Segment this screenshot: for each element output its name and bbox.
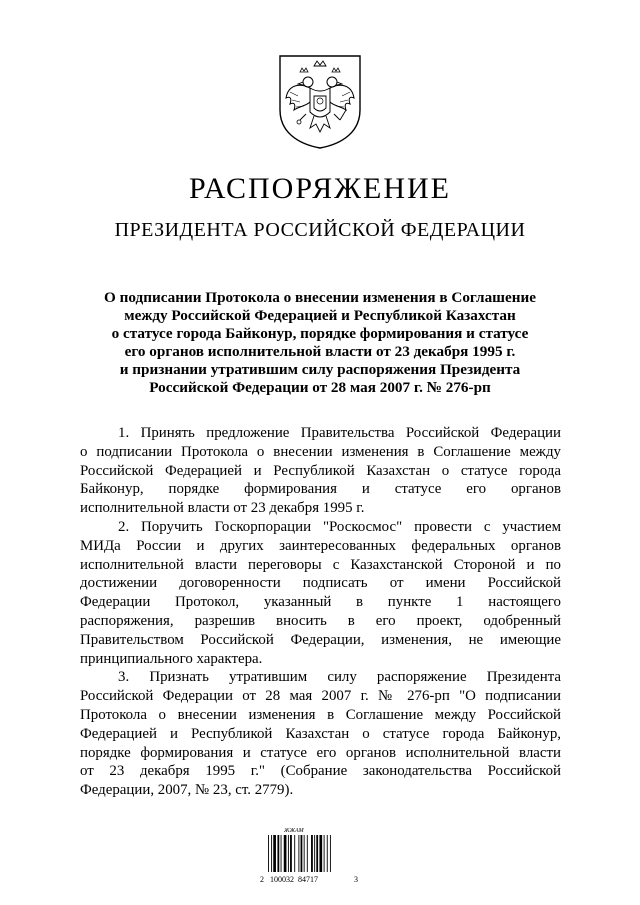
paragraph-3-line: Протокола о внесении изменения в Соглашение между Российской	[80, 706, 561, 723]
paragraph-2-line: МИДа России и других заинтересованных федеральных органов	[80, 537, 561, 554]
paragraph-2-line: достижении договоренности подписать от имени Российской	[80, 575, 561, 592]
paragraph-3-line: Федерации, 2007, № 23, ст. 2779).	[80, 782, 294, 799]
paragraph-1-line: о подписании Протокола о внесении изменения в Соглашение между	[80, 443, 561, 460]
paragraph-3-line: Российской Федерации от 28 мая 2007 г. № 276-рп "О подписании	[80, 688, 561, 705]
paragraph-2-line: принципиального характера.	[80, 650, 263, 667]
subject-line: Российской Федерации от 28 мая 2007 г. № 276-рп	[149, 379, 491, 396]
paragraph-1-line: Байконур, порядке формирования и статусе его органов	[80, 481, 561, 498]
paragraph-2-line: 2. Поручить Госкорпорации "Роскосмос" провести с участием	[118, 518, 561, 535]
subject-line: и признании утратившим силу распоряжения Президента	[119, 361, 521, 378]
paragraph-2-line: Федерации Протокол, указанный в пункте 1 настоящего	[80, 594, 561, 611]
document-title: РАСПОРЯЖЕНИЕ	[188, 172, 452, 205]
paragraph-1-line: исполнительной власти от 23 декабря 1995 г.	[80, 500, 365, 517]
paragraph-2-line: исполнительной власти переговоры с Казахстанской Стороной и по	[80, 556, 561, 573]
state-emblem	[276, 52, 364, 150]
document-subject	[60, 289, 580, 397]
document-barcode	[258, 824, 378, 886]
document-issuer: ПРЕЗИДЕНТА РОССИЙСКОЙ ФЕДЕРАЦИИ	[114, 219, 526, 241]
subject-line: О подписании Протокола о внесении изменения в Соглашение	[104, 289, 536, 306]
barcode-number-lead: 2	[260, 875, 264, 884]
paragraph-3-line: от 23 декабря 1995 г." (Собрание законодательства Российской	[80, 763, 561, 780]
subject-line: между Российской Федерацией и Республикой Казахстан	[124, 307, 516, 324]
subject-line: о статусе города Байконур, порядке формирования и статусе	[111, 325, 529, 342]
barcode-check-digit: 3	[354, 875, 358, 884]
paragraph-3-line: порядке формирования и статусе его органов исполнительной власти	[80, 744, 561, 761]
paragraph-2-line: распоряжения, разрешив вносить в его проект, одобренный	[80, 612, 561, 629]
barcode-number: 100032 84717	[270, 875, 318, 884]
paragraph-2-line: Правительством Российской Федерации, изменения, не имеющие	[80, 631, 561, 648]
paragraph-1-line: 1. Принять предложение Правительства Российской Федерации	[118, 425, 561, 441]
barcode-top-text: ЖЖАМ	[284, 828, 304, 834]
document-body	[80, 424, 561, 800]
paragraph-3-line: Федерацией и Республикой Казахстан о статусе города Байконур,	[80, 725, 561, 742]
subject-line: его органов исполнительной власти от 23 декабря 1995 г.	[124, 343, 516, 360]
paragraph-3-line: 3. Признать утратившим силу распоряжение Президента	[118, 669, 561, 686]
paragraph-1-line: Российской Федерацией и Республикой Казахстан о статусе города	[80, 462, 561, 479]
